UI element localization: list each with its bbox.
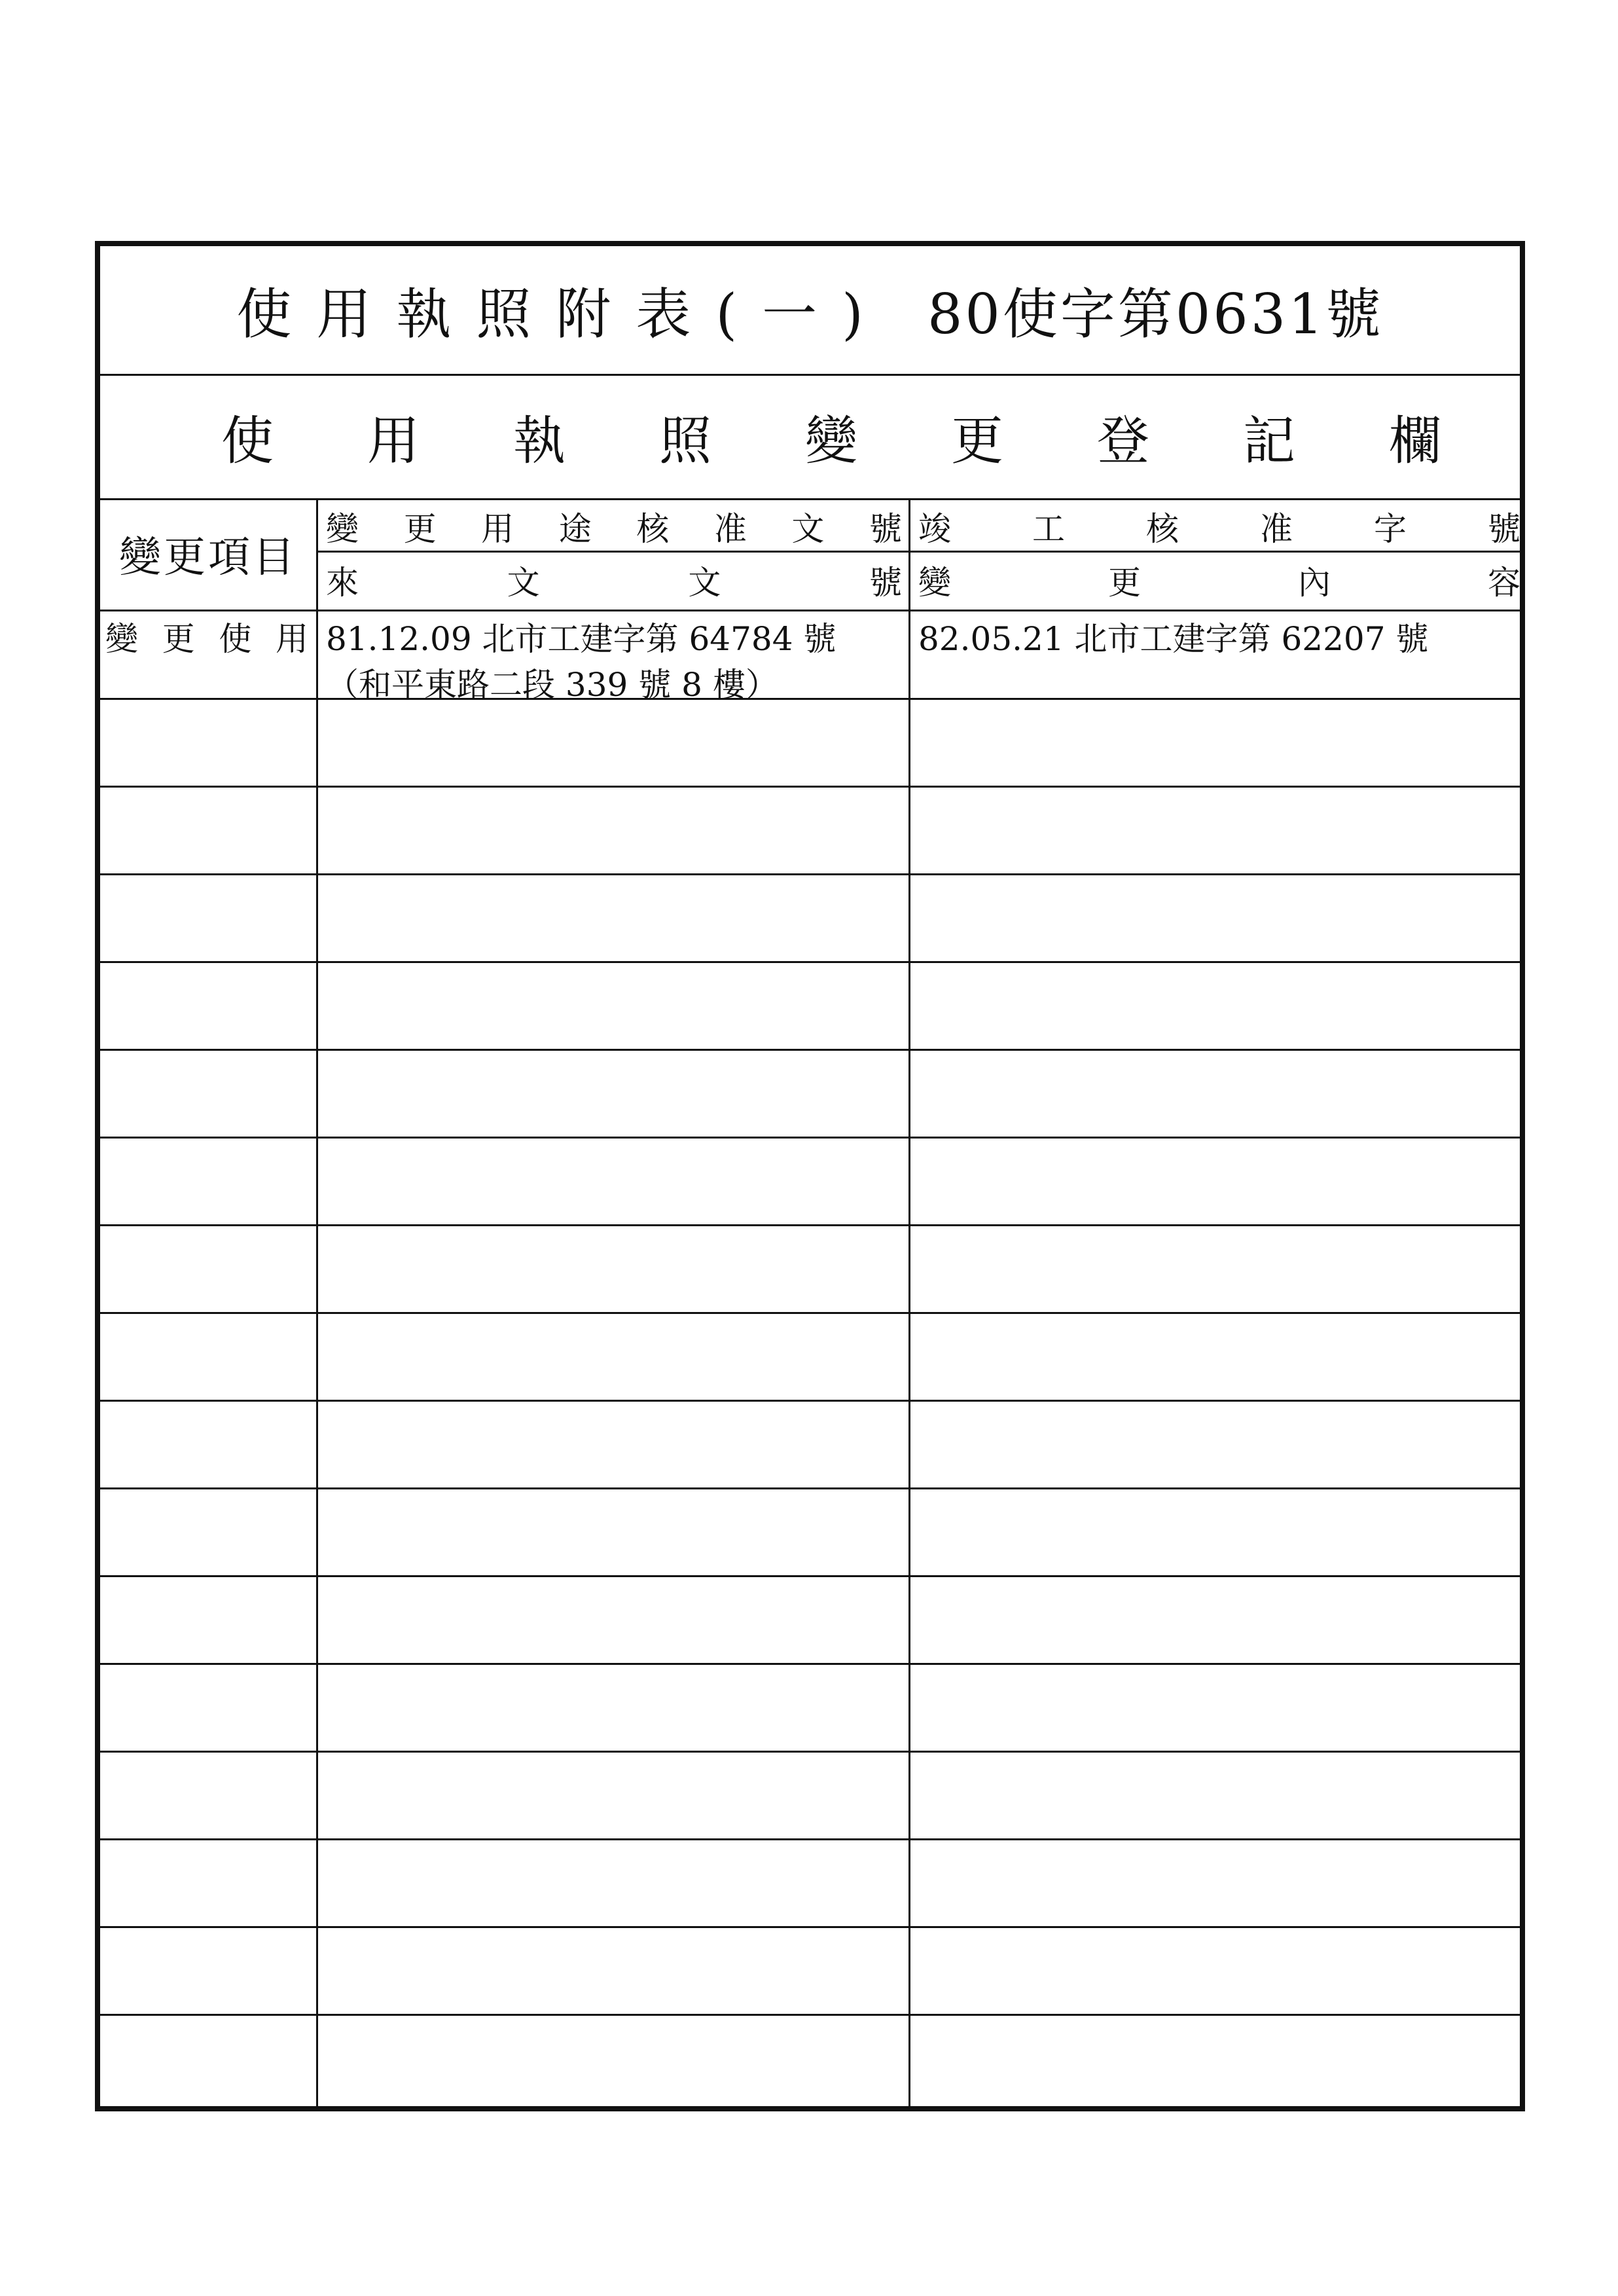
header-char: 容 bbox=[1488, 564, 1520, 602]
table-row bbox=[100, 2014, 1520, 2016]
table-row bbox=[100, 1224, 1520, 1226]
table-row bbox=[100, 1049, 1520, 1051]
subtitle-char: 登 bbox=[1097, 410, 1149, 471]
header-char: 途 bbox=[558, 509, 592, 548]
header-change-item: 變更項目 bbox=[119, 534, 297, 582]
table-row bbox=[100, 698, 1520, 700]
header-char: 號 bbox=[869, 509, 902, 548]
header-approval-ref bbox=[326, 501, 902, 551]
subtitle-char: 執 bbox=[513, 410, 566, 471]
header-char: 文 bbox=[507, 564, 540, 602]
table-row bbox=[100, 873, 1520, 875]
header-char: 准 bbox=[1260, 509, 1293, 548]
header-inner-divider bbox=[316, 551, 1520, 553]
header-char: 核 bbox=[1146, 509, 1179, 548]
header-incoming-ref bbox=[326, 554, 902, 606]
subtitle-char: 使 bbox=[221, 410, 274, 471]
header-char: 字 bbox=[1374, 509, 1407, 548]
row-item-char: 更 bbox=[162, 620, 195, 658]
table-row bbox=[100, 1400, 1520, 1402]
header-char: 更 bbox=[403, 509, 437, 548]
table-row bbox=[100, 786, 1520, 788]
table-row bbox=[100, 1751, 1520, 1753]
header-completion-ref bbox=[918, 501, 1520, 551]
row-item-char: 用 bbox=[275, 620, 308, 658]
column-divider-1 bbox=[316, 498, 318, 2111]
header-char: 號 bbox=[869, 564, 902, 602]
table-row bbox=[100, 1926, 1520, 1928]
header-char: 來 bbox=[326, 564, 359, 602]
subtitle-char: 照 bbox=[659, 410, 711, 471]
row-item-char: 變 bbox=[105, 620, 138, 658]
header-char: 文 bbox=[688, 564, 721, 602]
header-char: 竣 bbox=[918, 509, 951, 548]
row-item-char: 使 bbox=[219, 620, 252, 658]
subtitle-char: 記 bbox=[1243, 410, 1295, 471]
header-char: 變 bbox=[326, 509, 359, 548]
subtitle-char: 更 bbox=[951, 410, 1003, 471]
table-row bbox=[100, 1487, 1520, 1489]
header-char: 文 bbox=[791, 509, 825, 548]
license-number: 80使字第0631號 bbox=[927, 282, 1384, 346]
table-row bbox=[100, 1575, 1520, 1577]
header-bottom-divider bbox=[100, 610, 1520, 611]
header-char: 變 bbox=[918, 564, 951, 602]
subtitle-char: 欄 bbox=[1389, 410, 1441, 471]
table-row bbox=[100, 1312, 1520, 1314]
license-change-form bbox=[95, 241, 1525, 2111]
header-char: 准 bbox=[713, 509, 747, 548]
table-row bbox=[100, 1137, 1520, 1139]
table-row bbox=[100, 961, 1520, 963]
form-name: 使用執照附表(一) bbox=[236, 282, 888, 346]
form-title bbox=[100, 246, 1520, 374]
column-divider-2 bbox=[908, 498, 910, 2111]
row-approval-note: （和平東路二段 339 號 8 樓） bbox=[326, 666, 778, 704]
row-approval-ref: 81.12.09 北市工建字第 64784 號 bbox=[326, 620, 836, 658]
subtitle-char: 用 bbox=[367, 410, 420, 471]
form-subtitle bbox=[221, 374, 1441, 498]
header-char: 內 bbox=[1298, 564, 1331, 602]
header-char: 更 bbox=[1108, 564, 1141, 602]
subtitle-char: 變 bbox=[805, 410, 857, 471]
row-completion-ref: 82.05.21 北市工建字第 62207 號 bbox=[918, 620, 1429, 658]
header-char: 核 bbox=[636, 509, 670, 548]
header-char: 號 bbox=[1488, 509, 1520, 548]
row-change-item bbox=[105, 616, 308, 662]
header-char: 工 bbox=[1032, 509, 1065, 548]
header-char: 用 bbox=[481, 509, 514, 548]
table-row bbox=[100, 1838, 1520, 1840]
table-row bbox=[100, 1663, 1520, 1665]
header-change-content bbox=[918, 554, 1520, 606]
